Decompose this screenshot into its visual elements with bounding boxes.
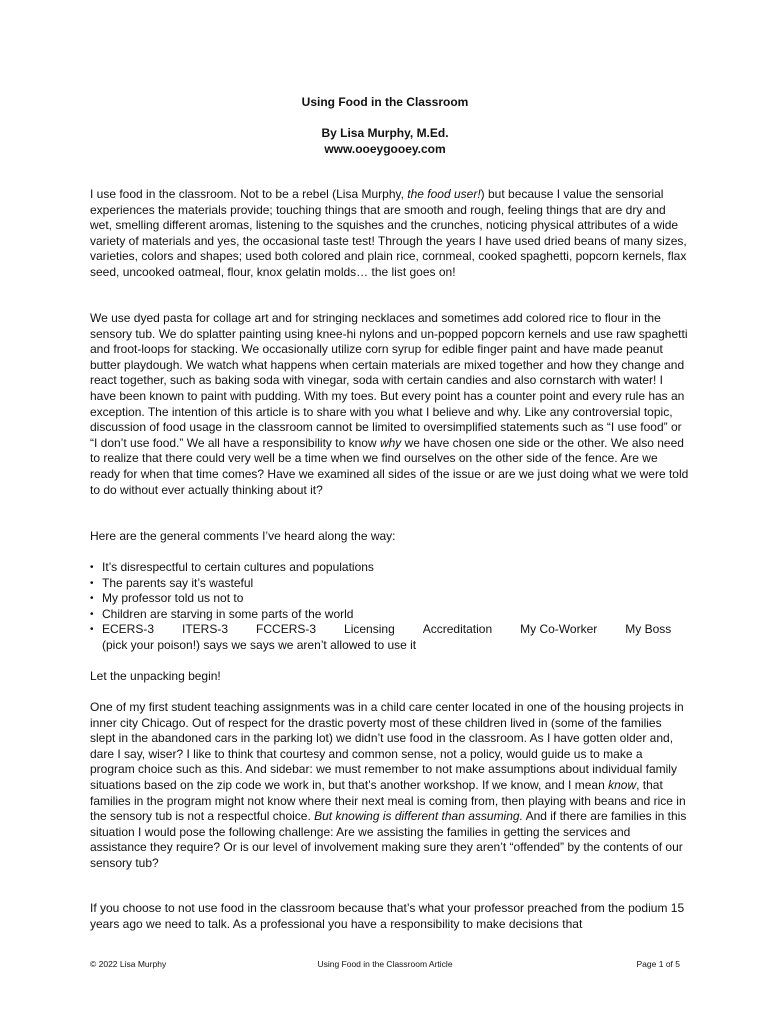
comments-list: [90, 560, 690, 654]
paragraph-5: One of my first student teaching assignments was in a child care center located in one of the housing projects in inner city Chicago. Out of respect for the drastic poverty most of these children lived in (some of the families slept in the abandoned cars in the parking lot) we didn’t use food in the classroom. As I have gotten older and, dare I say, wiser? I like to think that courtesy and common sense, not a policy, would guide us to make a program choice such as this. And sidebar: we must remember to not make assumptions about individual family situations based on the zip code we work in, but that’s another workshop. If we know, and I mean know, that families in the program might not know where their next meal is coming from, then playing with beans and rice in the sensory tub is not a respectful choice. But knowing is different than assuming. And if there are families in this situation I would pose the following challenge: Are we assisting the families in getting the services and assistance they require? Or is our level of involvement making sure they aren’t “offended” by the contents of our sensory tub?: [90, 700, 687, 870]
list-item: • It’s disrespectful to certain cultures and populations: [90, 560, 690, 576]
paragraph-2: We use dyed pasta for collage art and for stringing necklaces and sometimes add colored rice to flour in the sensory tub. We do splatter painting using knee-hi nylons and un-popped popcorn kernels and use raw spaghetti and froot-loops for stacking. We occasionally utilize corn syrup for edible finger paint and have made peanut butter playdough. We watch what happens when certain materials are mixed together and how they change and react together, such as baking soda with vinegar, soda with certain candies and also cornstarch with water! I have been known to paint with pudding. With my toes. But every point has a counter point and every rule has an exception. The intention of this article is to share with you what I believe and why. Like any controversial topic, discussion of food usage in the classroom cannot be limited to oversimplified statements such as “I use food” or “I don’t use food.” We all have a responsibility to know why we have chosen one side or the other. We also need to realize that there could very well be a time when we find ourselves on the other side of the fence. Are we ready for when that time comes? Have we examined all sides of the issue or are we just doing what we were told to do without ever actually thinking about it?: [90, 311, 689, 497]
accreditation-item: Licensing: [344, 622, 395, 637]
list-item: [90, 622, 690, 653]
list-item-continuation: (pick your poison!) says we says we aren’t allowed to use it: [102, 637, 417, 652]
accreditation-item: ITERS-3: [182, 622, 229, 637]
accreditation-item: My Co-Worker: [520, 622, 598, 637]
author-line: By Lisa Murphy, M.Ed.: [321, 126, 449, 140]
emphasis-know: know: [608, 777, 637, 792]
accreditation-row: [102, 622, 690, 638]
emphasis-knowing: But knowing is different than assuming.: [314, 809, 523, 824]
document-title: Using Food in the Classroom: [301, 95, 469, 109]
website-line: www.ooeygooey.com: [324, 142, 446, 156]
accreditation-item: My Boss: [625, 622, 672, 637]
list-item: • My professor told us not to: [90, 591, 690, 607]
accreditation-item: FCCERS-3: [256, 622, 317, 637]
footer-copyright: © 2022 Lisa Murphy: [90, 959, 167, 969]
paragraph-3: Here are the general comments I’ve heard along the way:: [90, 529, 396, 543]
list-item: • The parents say it’s wasteful: [90, 576, 690, 592]
paragraph-6: If you choose to not use food in the classroom because that’s what your professor preached from the podium 15 years ago we need to talk. As a professional you have a responsibility to make decisions that: [90, 901, 685, 931]
emphasis-why: why: [379, 435, 402, 450]
footer-title: Using Food in the Classroom Article: [317, 959, 453, 969]
accreditation-item: Accreditation: [422, 622, 493, 637]
accreditation-item: • ECERS-3: [102, 622, 155, 637]
paragraph-4: Let the unpacking begin!: [90, 669, 221, 683]
footer-page-number: Page 1 of 5: [636, 959, 680, 969]
paragraph-1: I use food in the classroom. Not to be a rebel (Lisa Murphy, the food user!) but because I value the sensorial experiences the materials provide; touching things that are smooth and rough, feeling things that are dry and wet, smelling different aromas, listening to the squishes and the crunches, noticing physical attributes of a wide variety of materials and yes, the occasional taste test! Through the years I have used dried beans of many sizes, varieties, colors and shapes; used both colored and plain rice, cornmeal, cooked spaghetti, popcorn kernels, flax seed, uncooked oatmeal, flour, knox gelatin molds… the list goes on!: [90, 187, 687, 279]
emphasis-food-user: the food user!: [407, 187, 481, 201]
list-item: • Children are starving in some parts of the world: [90, 607, 690, 623]
